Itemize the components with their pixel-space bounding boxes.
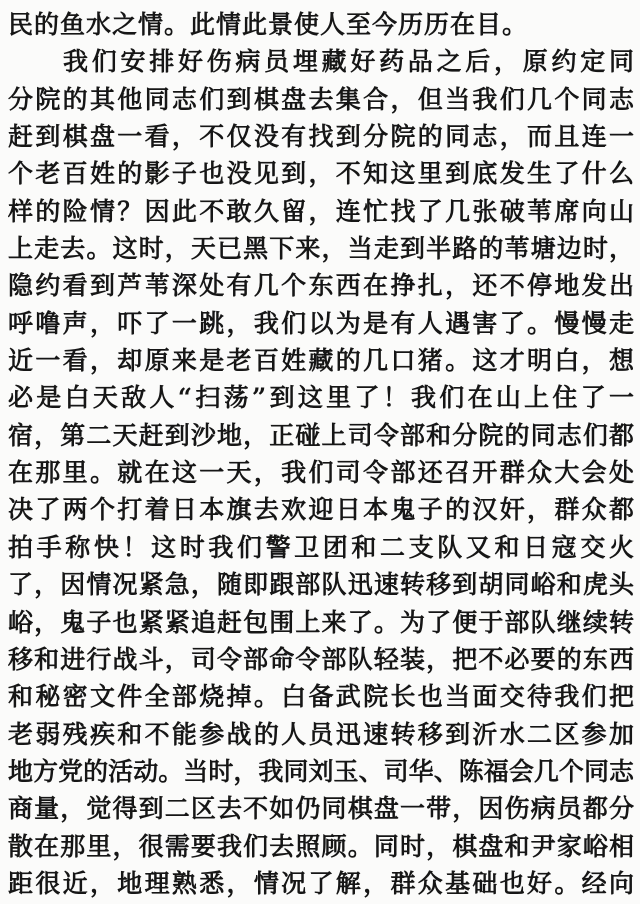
text-line: 移和进行战斗，司令部命令部队轻装，把不必要的东西: [8, 644, 634, 674]
text-line: 拍手称快！这时我们警卫团和二支队又和日寇交火: [8, 532, 634, 562]
text-line: 隐约看到芦苇深处有几个东西在挣扎，还不停地发出: [8, 271, 634, 301]
text-line: 赶到棋盘一看，不仅没有找到分院的同志，而且连一: [8, 122, 634, 152]
body-text: [8, 6, 634, 902]
text-line: 我们安排好伤病员埋藏好药品之后，原约定同: [63, 47, 634, 77]
text-line: 峪，鬼子也紧紧追赶包围上来了。为了便于部队继续转: [8, 607, 634, 637]
text-line: 宿，第二天赶到沙地，正碰上司令部和分院的同志们都: [8, 420, 634, 450]
text-line: 散在那里，很需要我们去照顾。同时，棋盘和尹家峪相: [8, 831, 634, 861]
text-line: 呼噜声，吓了一跳，我们以为是有人遇害了。慢慢走: [8, 308, 634, 338]
text-line: 了，因情况紧急，随即跟部队迅速转移到胡同峪和虎头: [8, 570, 634, 600]
text-line: 地方党的活动。当时，我同刘玉、司华、陈福会几个同志: [8, 756, 634, 786]
text-line: 距很近，地理熟悉，情况了解，群众基础也好。经向: [8, 868, 634, 898]
text-line: 民的鱼水之情。此情此景使人至今历历在目。: [8, 10, 529, 39]
text-line: 必是白天敌人“扫荡”到这里了！我们在山上住了一: [8, 383, 634, 413]
text-line: 样的险情？因此不敢久留，连忙找了几张破苇席向山: [8, 196, 634, 226]
text-line: 和秘密文件全部烧掉。白备武院长也当面交待我们把: [8, 682, 634, 712]
text-line: 上走去。这时，天已黑下来，当走到半路的苇塘边时，: [8, 234, 634, 264]
text-line: 近一看，却原来是老百姓藏的几口猪。这才明白，想: [8, 346, 634, 376]
text-line: 老弱残疾和不能参战的人员迅速转移到沂水二区参加: [8, 719, 634, 749]
text-line: 个老百姓的影子也没见到，不知这里到底发生了什么: [8, 159, 634, 189]
text-line: 在那里。就在这一天，我们司令部还召开群众大会处: [8, 458, 634, 488]
text-line: 商量，觉得到二区去不如仍同棋盘一带，因伤病员都分: [8, 794, 634, 824]
text-line: 分院的其他同志们到棋盘去集合，但当我们几个同志: [8, 84, 634, 114]
text-line: 决了两个打着日本旗去欢迎日本鬼子的汉奸，群众都: [8, 495, 634, 525]
